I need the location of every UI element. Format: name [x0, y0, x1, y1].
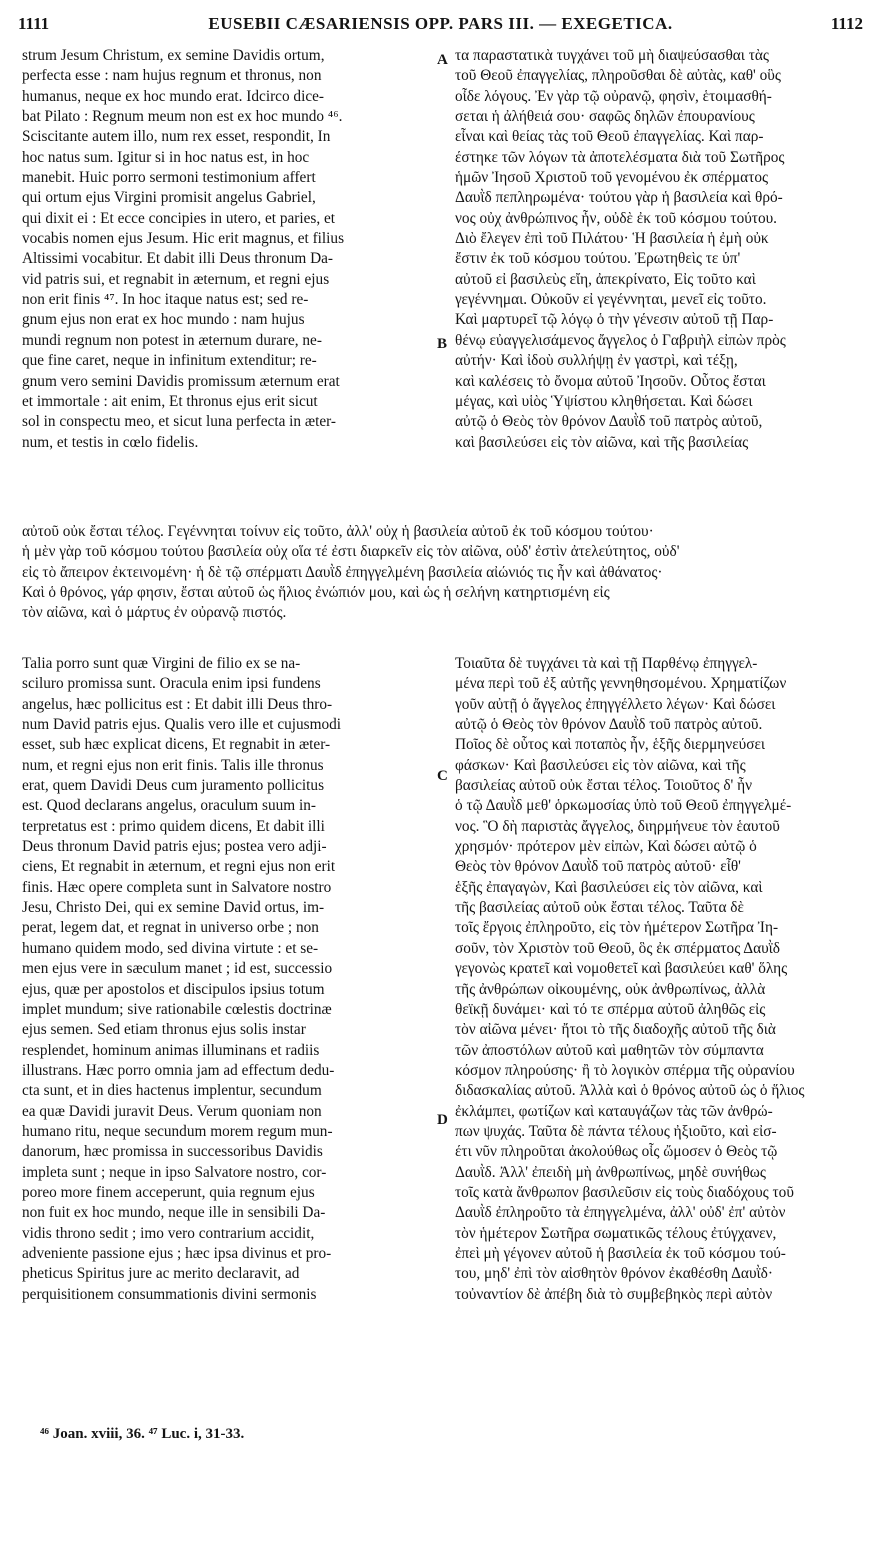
text-line: hoc natus sum. Igitur si in hoc natus est, in hoc — [22, 148, 310, 166]
text-line: manebit. Huic porro sermoni testimonium affert — [22, 169, 316, 187]
text-line: sol in conspectu meo, et sicut luna perfecta in æter- — [22, 413, 337, 431]
text-line: τῆς βασιλείας αὐτοῦ οὐκ ἔσται τέλος. Ταῦτα δὲ — [455, 899, 744, 917]
text-line: διδασκαλίας αὐτοῦ. Ἀλλὰ καὶ ὁ θρόνος αὐτοῦ ὡς ὁ ἥλιος — [455, 1082, 805, 1100]
text-line: οἶδε λόγους. Ἐν γὰρ τῷ οὐρανῷ, φησὶν, ἑτοιμασθή- — [455, 87, 772, 105]
text-line: cta sunt, et in dies hactenus implentur, secundum — [22, 1082, 322, 1100]
text-line: τῶν ἀποστόλων αὐτοῦ καὶ μαθητῶν τὸν σύμπαντα — [455, 1041, 764, 1059]
running-title: EUSEBII CÆSARIENSIS OPP. PARS III. — EXEGETICA. — [208, 14, 673, 33]
text-line: bat Pilato : Regnum meum non est ex hoc mundo ⁴⁶. — [22, 108, 343, 126]
text-line: γεγονὼς κρατεῖ καὶ νομοθετεῖ καὶ βασιλεύει καθ' ὅλης — [455, 960, 788, 978]
text-line: Deus thronum David patris ejus; postea vero adji- — [22, 838, 327, 856]
text-line: βασιλείας αὐτοῦ οὐκ ἔσται τέλος. Τοιοῦτος δ' ἦν — [455, 777, 753, 795]
text-line: τῆς ἀνθρώπων οἰκουμένης, οὐκ ἀνθρωπίνως, ἀλλὰ — [455, 980, 766, 998]
text-line: κόσμον πληρούσης· ἢ τὸ λογικὸν σπέρμα τῆς οὐρανίου — [455, 1061, 795, 1079]
text-line: poreo more finem acceperunt, quia regnum ejus — [22, 1183, 315, 1201]
text-line: num David patris ejus. Qualis vero ille et cujusmodi — [22, 716, 342, 734]
text-line: Sciscitante autem illo, num rex esset, respondit, In — [22, 128, 331, 146]
text-line: τὸν ἡμέτερον Σωτῆρα σωματικῶς τέλους ἐτύγχανεν, — [455, 1224, 777, 1242]
greek-full-width-passage — [22, 522, 867, 624]
text-line: non fuit ex hoc mundo, neque ille in sensibili Da- — [22, 1204, 326, 1222]
text-line: angelus, hæc pollicitus est : Et dabit illi Deus thro- — [22, 695, 333, 713]
text-line: Talia porro sunt quæ Virgini de filio ex se na- — [22, 655, 301, 672]
margin-marker-d: D — [437, 1112, 448, 1128]
text-line: Δαυῒδ ἐπληροῦτο τὰ ἐπηγγελμένα, ἀλλ' οὐδ' ἐπ' αὐτὸν — [455, 1204, 786, 1222]
text-line: Ποῖος δὲ οὗτος καὶ ποταπὸς ἦν, ἑξῆς διερμηνεύσει — [455, 736, 765, 754]
text-line: illustrans. Hæc porro omnia jam ad effectum dedu- — [22, 1061, 335, 1079]
text-line: humano quidem modo, sed divina virtute : et se- — [22, 939, 319, 957]
text-line: καὶ καλέσεις τὸ ὄνομα αὐτοῦ Ἰησοῦν. Οὗτος ἔσται — [455, 372, 766, 390]
text-line: Διὸ ἔλεγεν ἐπὶ τοῦ Πιλάτου· Ἡ βασιλεία ἡ ἐμὴ οὐκ — [455, 230, 769, 248]
text-line: τοῦ Θεοῦ ἐπαγγελίας, πληροῦσθαι δὲ αὐτὰς, καθ' οὓς — [455, 67, 781, 85]
text-line: τὸν αἰῶνα μένει· ἤτοι τὸ τῆς διαδοχῆς αὐτοῦ τῆς διὰ — [455, 1021, 776, 1039]
text-line: θεϊκῇ δυνάμει· καὶ τό τε σπέρμα αὐτοῦ ἀληθῶς εἰς — [455, 1000, 766, 1018]
text-line: perfecta esse : nam hujus regnum et thronus, non — [22, 67, 322, 85]
footnote: ⁴⁶ Joan. xviii, 36. ⁴⁷ Luc. i, 31-33. — [40, 1426, 245, 1442]
text-line: mundi regnum non potest in æternum durare, ne- — [22, 331, 322, 349]
margin-marker-b: B — [437, 336, 448, 352]
text-line: danorum, hæc promissa in successoribus Davidis — [22, 1143, 323, 1161]
greek-column-bottom — [455, 654, 865, 1305]
text-line: adveniente passione ejus ; hæc ipsa divinus et pro- — [22, 1244, 332, 1262]
text-line: έστηκε τῶν λόγων τὰ ἀποτελέσματα διὰ τοῦ Σωτῆρος — [455, 148, 785, 166]
text-line: esset, sub hæc explicat dicens, Et regnabit in æter- — [22, 736, 331, 754]
text-line: perat, legem dat, et regnat in universo orbe ; non — [22, 919, 319, 937]
page-number-left: 1111 — [18, 14, 50, 33]
text-line: του, μηδ' ἐπὶ τὸν αἰσθητὸν θρόνον ἐκαθέσθη Δαυῒδ· — [455, 1265, 773, 1283]
text-line: ἔστιν ἐκ τοῦ κόσμου τούτου. Ἐρωτηθεὶς τε ὑπ' — [455, 250, 741, 268]
text-line: έτι νῦν πληροῦται ἀκολούθως οἷς ὤμοσεν ὁ Θεὸς τῷ — [455, 1143, 778, 1161]
text-line: ejus, quæ per apostolos et discipulos ipsius totum — [22, 980, 325, 998]
latin-column-top — [22, 46, 430, 453]
greek-column-top — [455, 46, 865, 453]
text-line: humanus, neque ex hoc mundo erat. Idcirco dice- — [22, 87, 325, 105]
text-line: Δαυῒδ. Ἀλλ' ἐπειδὴ μὴ ἀνθρωπίνως, μηδὲ συνήθως — [455, 1163, 766, 1181]
text-line: φάσκων· Καὶ βασιλεύσει εἰς τὸν αἰῶνα, καὶ τῆς — [455, 756, 746, 774]
text-line: gnum vero semini Davidis promissum æternum erat — [22, 372, 340, 390]
text-line: num, et regni ejus non erit finis. Talis ille thronus — [22, 756, 324, 774]
text-line: ciens, Et regnabit in æternum, et regni ejus non erit — [22, 858, 336, 876]
text-line: sciluro promissa sunt. Oracula enim ipsi fundens — [22, 675, 321, 693]
text-line: γοῦν αὐτῇ ὁ ἄγγελος ἐπηγγέλλετο λέγων· Καὶ δώσει — [455, 695, 776, 713]
margin-marker-c: C — [437, 768, 448, 784]
text-line: qui ortum ejus Virgini promisit angelus Gabriel, — [22, 189, 316, 207]
text-line: vid patris sui, et regnabit in æternum, et regni ejus — [22, 270, 330, 288]
text-line: qui dixit ei : Et ecce concipies in utero, et paries, et — [22, 209, 336, 227]
latin-column-bottom — [22, 654, 430, 1305]
text-line: νος οὐχ ἀνθρώπινος ἦν, οὐδὲ ἐκ τοῦ κόσμου τούτου. — [455, 209, 777, 227]
text-line: strum Jesum Christum, ex semine Davidis ortum, — [22, 47, 325, 64]
text-line: τοὐναντίον δὲ ἀπέβη διὰ τὸ συμβεβηκὸς περὶ αὐτὸν — [455, 1285, 773, 1303]
text-line: αὐτήν· Καὶ ἰδοὺ συλλήψῃ ἐν γαστρὶ, καὶ τέξῃ, — [455, 352, 738, 370]
text-line: men ejus vere in sæculum manet ; id est, successio — [22, 960, 333, 978]
text-line: vidis throno sedit ; imo vero contrarium accidit, — [22, 1224, 315, 1242]
text-line: γεγέννημαι. Οὐκοῦν εἰ γεγέννηται, μενεῖ εἰς τοῦτο. — [455, 291, 767, 309]
text-line: non erit finis ⁴⁷. In hoc itaque natus est; sed re- — [22, 291, 309, 309]
text-line: αὐτῷ ὁ Θεὸς τὸν θρόνον Δαυῒδ τοῦ πατρὸς αὐτοῦ. — [455, 716, 763, 734]
text-line: erat, quem Davidi Deus cum juramento pollicitus — [22, 777, 325, 795]
text-line: pheticus Spiritus jure ac merito declaravit, ad — [22, 1265, 300, 1283]
text-line: εἰς τὸ ἄπειρον ἐκτεινομένη· ἡ δὲ τῷ σπέρματι Δαυῒδ ἐπηγγελμένη βασιλεία αἰώνιός τις ἦν καὶ ἀθάνατος· — [22, 563, 663, 581]
text-line: ea quæ Davidi juravit Deus. Verum quoniam non — [22, 1102, 322, 1120]
text-line: θένῳ εὐαγγελισάμενος ἄγγελος ὁ Γαβριὴλ εἰπὼν πρὸς — [455, 331, 786, 349]
text-line: gnum ejus non erat ex hoc mundo : nam hujus — [22, 311, 305, 329]
text-line: Jesu, Christo Dei, qui ex semine David ortus, im- — [22, 899, 325, 917]
text-line: σοῦν, τὸν Χριστὸν τοῦ Θεοῦ, ὃς ἐκ σπέρματος Δαυῒδ — [455, 939, 780, 957]
margin-marker-a: A — [437, 52, 448, 68]
text-line: ὁ τῷ Δαυῒδ μεθ' ὁρκωμοσίας ὑπὸ τοῦ Θεοῦ ἐπηγγελμέ- — [455, 797, 792, 815]
text-line: τοῖς κατὰ ἄνθρωπον βασιλεῦσιν εἰς τοὺς διαδόχους τοῦ — [455, 1183, 794, 1201]
text-line: ἡ μὲν γὰρ τοῦ κόσμου τούτου βασιλεία οὐχ οἵα τέ ἐστι διαρκεῖν εἰς τὸν αἰῶνα, οὐδ' ἐστὶν ἀτελεύτητος, οὐδ' — [22, 543, 680, 561]
text-line: implet mundum; sive rationabile cœlestis doctrinæ — [22, 1000, 332, 1018]
text-line: τα παραστατικὰ τυγχάνει τοῦ μὴ διαψεύσασθαι τὰς — [455, 47, 769, 64]
text-line: μένα περὶ τοῦ ἐξ αὐτῆς γεννηθησομένου. Χρηματίζων — [455, 675, 787, 693]
text-line: que fine caret, neque in infinitum extenditur; re- — [22, 352, 317, 370]
text-line: ejus semen. Sed etiam thronus ejus solis instar — [22, 1021, 306, 1039]
text-line: ἐκλάμπει, φωτίζων καὶ καταυγάζων τὰς τῶν ἀνθρώ- — [455, 1102, 773, 1120]
text-line: num, et testis in cœlo fidelis. — [22, 433, 199, 451]
text-line: σεται ἡ ἀλήθειά σου· σαφῶς δηλῶν ἐπουρανίους — [455, 108, 755, 126]
text-line: perquisitionem consummationis divini sermonis — [22, 1285, 317, 1303]
text-line: εἶναι καὶ θείας τὰς τοῦ Θεοῦ ἐπαγγελίας. Καὶ παρ- — [455, 128, 764, 146]
text-line: νος. Ὃ δὴ παριστὰς ἄγγελος, διηρμήνευε τὸν ἑαυτοῦ — [455, 817, 780, 835]
text-line: τὸν αἰῶνα, καὶ ὁ μάρτυς ἐν οὐρανῷ πιστός. — [22, 604, 287, 622]
text-line: ἡμῶν Ἰησοῦ Χριστοῦ τοῦ γενομένου ἐκ σπέρματος — [455, 169, 769, 187]
text-line: χρησμόν· πρότερον μὲν εἰπὼν, Καὶ δώσει αὐτῷ ὁ — [455, 838, 757, 856]
text-line: humano ritu, neque secundum morem regum mun- — [22, 1122, 333, 1140]
page-number-right: 1112 — [830, 14, 863, 33]
text-line: Καὶ ὁ θρόνος, γάρ φησιν, ἔσται αὐτοῦ ὡς ἥλιος ἐνώπιόν μου, καὶ ὡς ἡ σελήνη κατηρτισμένη εἰς — [22, 584, 610, 602]
text-line: finis. Hæc opere completa sunt in Salvatore nostro — [22, 878, 332, 896]
text-line: Καὶ μαρτυρεῖ τῷ λόγῳ ὁ τὴν γένεσιν αὐτοῦ τῇ Παρ- — [455, 311, 774, 329]
running-header — [18, 14, 863, 38]
text-line: Δαυῒδ πεπληρωμένα· τούτου γὰρ ἡ βασιλεία καὶ θρό- — [455, 189, 783, 207]
text-line: ἐπεὶ μὴ γέγονεν αὐτοῦ ἡ βασιλεία ἐκ τοῦ κόσμου τού- — [455, 1244, 786, 1262]
text-line: τοῖς ἔργοις ἐπληροῦτο, εἰς τὸν ἡμέτερον Σωτῆρα Ἰη- — [455, 919, 779, 937]
text-line: μέγας, καὶ υἱὸς Ὑψίστου κληθήσεται. Καὶ δώσει — [455, 392, 753, 410]
text-line: et immortale : ait enim, Et thronus ejus erit sicut — [22, 392, 318, 410]
text-line: terpretatus est : primo quidem dicens, Et dabit illi — [22, 817, 325, 835]
text-line: Θεὸς τὸν θρόνον Δαυῒδ τοῦ πατρὸς αὐτοῦ· εἶθ' — [455, 858, 741, 876]
text-line: ἑξῆς ἐπαγαγὼν, Καὶ βασιλεύσει εἰς τὸν αἰῶνα, καὶ — [455, 878, 763, 896]
text-line: αὐτοῦ εἰ βασιλεὺς εἴη, ἀπεκρίνατο, Εἰς τοῦτο καὶ — [455, 270, 756, 288]
text-line: καὶ βασιλεύσει εἰς τὸν αἰῶνα, καὶ τῆς βασιλείας — [455, 433, 749, 451]
text-line: impleta sunt ; neque in ipso Salvatore nostro, cor- — [22, 1163, 327, 1181]
text-line: αὐτοῦ οὐκ ἔσται τέλος. Γεγέννηται τοίνυν εἰς τοῦτο, ἀλλ' οὐχ ἡ βασιλεία αὐτοῦ ἐκ τοῦ κόσμου τούτου· — [22, 523, 654, 540]
text-line: αὐτῷ ὁ Θεὸς τὸν θρόνον Δαυῒδ τοῦ πατρὸς αὐτοῦ, — [455, 413, 763, 431]
text-line: πων ψυχάς. Ταῦτα δὲ πάντα τέλους ἠξιοῦτο, καὶ εἰσ- — [455, 1122, 777, 1140]
text-line: vocabis nomen ejus Jesum. Hic erit magnus, et filius — [22, 230, 345, 248]
text-line: resplendet, hominum animas illuminans et radiis — [22, 1041, 320, 1059]
text-line: Τοιαῦτα δὲ τυγχάνει τὰ καὶ τῇ Παρθένῳ ἐπηγγελ- — [455, 655, 758, 672]
text-line: est. Quod declarans angelus, oraculum suum in- — [22, 797, 316, 815]
text-line: Altissimi vocabitur. Et dabit illi Deus thronum Da- — [22, 250, 334, 268]
